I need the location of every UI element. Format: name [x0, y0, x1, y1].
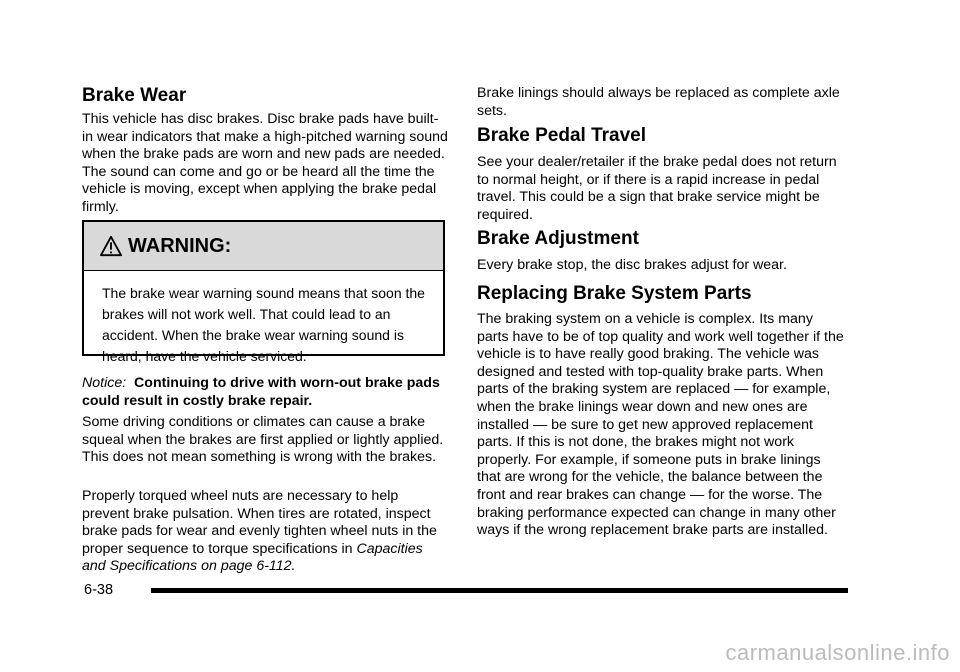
brake-pedal-travel-paragraph: See your dealer/retailer if the brake pedal does not return to normal height, or if there is a rapid increase in pedal travel. This could be a sign that brake service might be required.	[477, 154, 837, 223]
brake-pedal-travel-heading: Brake Pedal Travel	[477, 125, 646, 146]
replacing-brake-parts-paragraph: The braking system on a vehicle is complex. Its many parts have to be of top quality and work well together if the vehicle is to have really good braking. The vehicle was designed and tested with top-quality brake parts. When parts of the braking system are replaced — for example, when the brake linings wear down and new ones are installed — be sure to get new approved replacement parts. If this is not done, the brakes might not work properly. For example, if someone puts in brake linings that are wrong for the vehicle, the balance between the front and rear brakes can change — for the worse. The braking performance expected can change in many other ways if the wrong replacement brake parts are installed.	[477, 311, 844, 539]
wheel-nuts-paragraph	[82, 488, 448, 576]
wheel-nuts-text: Properly torqued wheel nuts are necessary to help prevent brake pulsation. When tires are rotated, inspect brake pads for wear and evenly tighten wheel nuts in the proper sequence to torque specifications in	[82, 488, 437, 557]
watermark: carmanualsonline.info	[725, 640, 950, 665]
brake-wear-paragraph: This vehicle has disc brakes. Disc brake pads have built-in wear indicators that make a high-pitched warning sound when the brake pads are worn and new pads are needed. The sound can come and go or be heard all the time the vehicle is moving, except when applying the brake pedal firmly.	[82, 111, 448, 215]
page-number: 6-38	[84, 582, 114, 598]
notice-paragraph	[82, 375, 448, 410]
replacing-brake-parts-heading: Replacing Brake System Parts	[477, 283, 752, 304]
warning-text: The brake wear warning sound means that soon the brakes will not work well. That could lead to an accident. When the brake wear warning sound is heard, have the vehicle serviced.	[102, 285, 425, 364]
warning-box	[82, 220, 445, 364]
footer-rule	[151, 588, 848, 593]
brake-squeal-paragraph: Some driving conditions or climates can cause a brake squeal when the brakes are first applied or lightly applied. This does not mean something is wrong with the brakes.	[82, 414, 444, 466]
warning-label: WARNING:	[128, 234, 232, 257]
brake-wear-heading: Brake Wear	[82, 85, 187, 106]
notice-text: Continuing to drive with worn-out brake pads could result in costly brake repair.	[82, 375, 440, 409]
warning-triangle-icon	[100, 235, 122, 257]
brake-adjustment-paragraph: Every brake stop, the disc brakes adjust for wear.	[477, 257, 787, 273]
notice-label: Notice:	[82, 375, 127, 391]
capacities-reference: Capacities and Specifications on page 6-112.	[82, 540, 423, 575]
warning-header	[84, 222, 443, 271]
brake-adjustment-heading: Brake Adjustment	[477, 228, 639, 249]
brake-linings-paragraph: Brake linings should always be replaced as complete axle sets.	[477, 85, 840, 119]
